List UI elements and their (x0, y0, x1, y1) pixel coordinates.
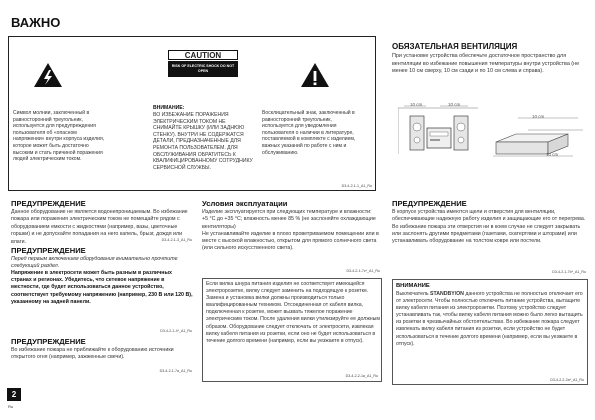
col2-box-code: D3-4-2-2-1a_A1_Ru (345, 374, 378, 378)
col3-code: D3-4-2-1-7b*_A1_Ru (552, 270, 586, 274)
lightning-symbol-text: Символ молнии, заключенный в равносторонний треугольник, используется для предупреждения пользователя об «опасном напряжении» внутри корпуса изделия, которое может быть достаточно высоким и стать причиной поражения людей электрическим током. (13, 110, 105, 163)
col1-p2-title: ПРЕДУПРЕЖДЕНИЕ (11, 246, 86, 255)
ventilation-diagram (398, 98, 588, 170)
dim-label-back: 10 cm (532, 114, 545, 119)
col1-p2-bold: Напряжение в электросети может быть разным в различных странах и регионах. Убедитесь, что сетевое напряжение в местности, где будет использоваться данное устройство, соответствует требуемому напряжению (например, 230 В или 120 В), указанному на задней панели. (11, 270, 193, 305)
col1-p1-code: D3-4-2-1-3_A1_Ru (161, 238, 192, 242)
lightning-warning-icon (33, 62, 63, 88)
col2-text: Изделие эксплуатируется при следующих температуре и влажности: +5 °C до +35 °C; влажность менее 85 % (не заслоняйте охлаждающие вентиляторы) Не устанавливайте изделие в плохо проветриваемом помещении или в месте с высокой влажностью, открытом для прямого солнечного света (или сильного искусственного света). (202, 209, 379, 252)
dim-label-top: 10 cm (448, 102, 461, 107)
dim-label-side: 10 cm (546, 152, 559, 157)
exclamation-warning-icon (300, 62, 330, 88)
exclamation-symbol-text: Восклицательный знак, заключенный в равносторонний треугольник, используется для уведомления пользователя о наличии в литературе, поставляемой в комплекте с изделием, важных указаний по работе с ним и обслуживанию. (262, 110, 356, 156)
caution-label: CAUTION (168, 50, 238, 60)
col1-p2-code: D3-4-2-1-4*_A1_Ru (160, 329, 192, 333)
language-label: Ru (8, 404, 14, 409)
dim-label-left: 10 cm (410, 102, 423, 107)
caution-heading: ВНИМАНИЕ: (153, 105, 185, 111)
col2-box-text: Если вилка шнура питания изделия не соответствует имеющейся электророзетке, вилку следует заменить на подходящую к розетке. Замена и установка вилки должны производиться только квалифицированным техником. Отсоединенная от кабеля вилка, подключенная к розетке, может вызвать тяжелое поражение электрическим током. После удаления вилки утилизируйте ее должным образом. Оборудование следует отключать от электросети, извлекая вилку кабеля питания из розетки, если оно не будет использоваться в течение долгого времени (например, если вы уезжаете в отпуск). (206, 281, 380, 344)
col1-p3-code: D3-4-2-1-7a_A1_Ru (159, 369, 192, 373)
col1-p1-title: ПРЕДУПРЕЖДЕНИЕ (11, 199, 86, 208)
col3-box-text-post: данного устройства не полностью отключает его от электросети. Чтобы полностью отключить питание устройства, вытащите вилку кабеля питания из электророзетки. Поэтому устройство следует устанавливать так, чтобы вилку кабеля питания можно было легко вытащить из розетки в чрезвычайных обстоятельствах. Во избежание пожара следует извлекать вилку кабеля питания из розетки, если устройство не будет использоваться в течение долгого времени (например, если вы уезжаете в отпуск). (396, 291, 583, 347)
ventilation-title: ОБЯЗАТЕЛЬНАЯ ВЕНТИЛЯЦИЯ (392, 42, 518, 51)
warning-code: D3-4-2-1-1_A1_Ru (341, 184, 372, 188)
col3-box-title: ВНИМАНИЕ (396, 283, 430, 289)
warning-title: ВАЖНО (11, 15, 61, 30)
col3-box-code: D3-4-2-2-2a*_A1_Ru (550, 378, 584, 382)
caution-subtitle: RISK OF ELECTRIC SHOCK DO NOT OPEN (168, 61, 238, 77)
ventilation-text: При установке устройства обеспечьте достаточное пространство для вентиляции во избежание повышения температуры внутри устройства (не менее 10 см сверху, 10 см сзади и по 10 см слева и справа). (392, 53, 580, 75)
col1-p2-italic: Перед первым включением оборудования внимательно прочтите следующий раздел. (11, 256, 178, 270)
col3-text: В корпусе устройства имеются щели и отверстия для вентиляции, обеспечивающие надежную работу изделия и защищающие его от перегрева. Во избежание пожара эти отверстия ни в коем случае не следует закрывать или заслонять другими предметами (газетами, скатертями и шторами) или устанавливать оборудование на толстом ковре или постели. (392, 209, 586, 245)
standby-on-label: STANDBY/ON (430, 291, 464, 297)
page-number: 2 (7, 388, 21, 401)
col3-box-text-pre: Выключатель (396, 291, 430, 297)
col1-p1-text: Данное оборудование не является водонепроницаемым. Во избежание пожара или поражения электрическим током не помещайте рядом с оборудованием емкости с жидкостями (например, вазы, цветочные горшки) и не допускайте попадания на него капель, брызг, дождя или влаги. (11, 209, 188, 245)
col2-code: D3-4-2-1-7c*_A1_Ru (346, 269, 380, 273)
caution-text: ВО ИЗБЕЖАНИЕ ПОРАЖЕНИЯ ЭЛЕКТРИЧЕСКИМ ТОКОМ НЕ СНИМАЙТЕ КРЫШКУ (ИЛИ ЗАДНЮЮ СТЕНКУ). ВНУТРИ НЕ СОДЕРЖАТСЯ ДЕТАЛИ, ПРЕДНАЗНАЧЕННЫЕ ДЛЯ РЕМОНТА ПОЛЬЗОВАТЕЛЕМ. ДЛЯ ОБСЛУЖИВАНИЯ ОБРАТИТЕСЬ К КВАЛИФИЦИРОВАННОМУ СОТРУДНИКУ СЕРВИСНОЙ СЛУЖБЫ. (153, 112, 253, 171)
col3-title: ПРЕДУПРЕЖДЕНИЕ (392, 199, 467, 208)
col1-p3-text: Во избежание пожара не приближайте к оборудованию источники открытого огня (например, зажженные свечи). (11, 347, 174, 361)
col3-box-text (396, 291, 584, 348)
col2-title: Условия эксплуатации (202, 199, 288, 208)
col1-p3-title: ПРЕДУПРЕЖДЕНИЕ (11, 337, 86, 346)
